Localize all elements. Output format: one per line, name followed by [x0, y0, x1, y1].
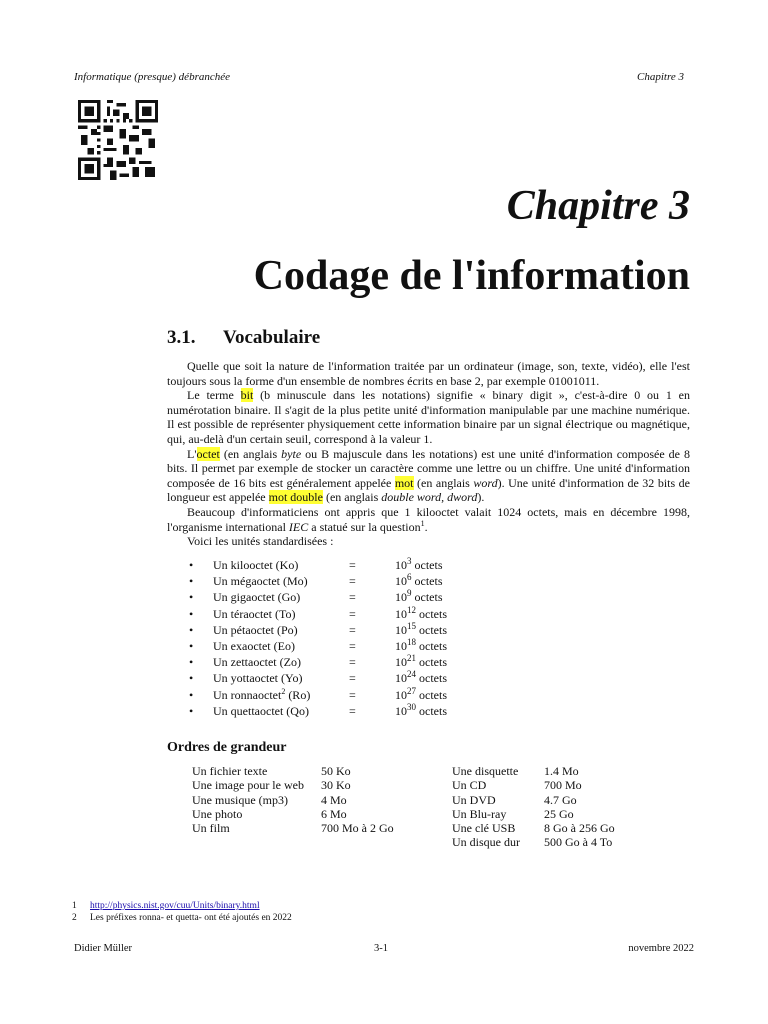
equals-sign: = [349, 655, 356, 670]
section-title: Vocabulaire [223, 327, 321, 348]
magnitude-item: Un Blu-ray [452, 806, 507, 821]
magnitude-item: Un fichier texte [192, 764, 268, 778]
power-base: 10 [395, 671, 407, 686]
power-exponent: 6 [407, 572, 412, 583]
highlight-octet: octet [196, 446, 220, 461]
term-iec: IEC [288, 519, 309, 534]
bullet-icon: • [189, 590, 194, 605]
magnitude-value: 1.4 Mo [544, 764, 579, 778]
unit-value [395, 655, 447, 670]
magnitude-item: Un DVD [452, 792, 496, 807]
bullet-icon: • [189, 574, 194, 589]
text-run: Le terme [187, 388, 241, 403]
paragraph-2 [167, 388, 690, 446]
text-run: (en anglais [322, 490, 382, 505]
power-exponent: 15 [407, 620, 416, 631]
magnitude-item: Une photo [192, 806, 243, 821]
footnote-ref[interactable]: 2 [281, 686, 286, 696]
unit-suffix: octets [411, 574, 443, 589]
paragraph-1: Quelle que soit la nature de l'information traitée par un ordinateur (image, son, texte, vidéo), elle l'est toujours sous la forme d'un ensemble de nombres écrits en base 2, par exemple 01001011. [167, 359, 690, 388]
bullet-icon: • [189, 655, 194, 670]
unit-suffix: octets [416, 622, 447, 637]
section-number: 3.1. [167, 327, 196, 348]
power-base: 10 [395, 655, 407, 670]
highlight-mot: mot [394, 475, 414, 490]
unit-suffix: octets [416, 671, 447, 686]
highlight-bit: bit [240, 388, 254, 403]
footnotes [72, 900, 292, 924]
section-heading [167, 327, 320, 349]
power-base: 10 [395, 687, 407, 702]
equals-sign: = [349, 574, 356, 589]
magnitude-value: 4.7 Go [544, 792, 577, 807]
unit-suffix: octets [411, 558, 443, 572]
equals-sign: = [349, 671, 356, 686]
footnote [72, 900, 292, 912]
unit-name-text: Un gigaoctet (Go) [213, 590, 301, 605]
magnitude-value: 50 Ko [321, 764, 351, 778]
power-base: 10 [395, 638, 407, 653]
power-exponent: 3 [407, 556, 412, 566]
unit-name [213, 607, 295, 622]
text-run: ). [477, 490, 485, 505]
text-run: a statué sur la question [308, 519, 421, 534]
body-text [167, 359, 690, 549]
unit-name-text: Un quettaoctet (Qo) [213, 703, 309, 718]
text-run: L' [187, 446, 197, 461]
magnitude-item: Une image pour le web [192, 778, 304, 793]
term-dword: double word, dword [381, 490, 478, 505]
text-run: (b minuscule dans les notations) signifie « binary digit », c'est-à-dire 0 ou 1 en numérotation binaire. Il s'agit de la plus petite unité d'information manipulable par une machine numérique. Il est possible de représenter physiquement cette information binaire par un signal électrique ou magnétique, qui, au-delà d'un certain seuil, correspond à la valeur 1. [167, 388, 690, 446]
footer-page-number: 3-1 [374, 943, 388, 954]
unit-name-text: Un mégaoctet (Mo) [213, 574, 308, 589]
unit-value [395, 685, 447, 703]
unit-name [213, 574, 308, 589]
footnote-text: Les préfixes ronna- et quetta- ont été ajoutés en 2022 [90, 913, 292, 923]
unit-suffix: octets [416, 655, 447, 670]
power-exponent: 12 [407, 604, 416, 615]
running-header-left: Informatique (presque) débranchée [74, 71, 230, 83]
unit-suffix: octets [416, 606, 447, 621]
unit-name-text: Un ronnaoctet [213, 687, 282, 702]
unit-suffix: octets [416, 638, 447, 653]
unit-name [213, 704, 309, 719]
power-exponent: 24 [407, 669, 416, 680]
equals-sign: = [349, 638, 356, 653]
unit-name-text: Un kilooctet (Ko) [213, 558, 299, 572]
equals-sign: = [349, 703, 356, 718]
magnitude-item: Une disquette [452, 764, 519, 778]
unit-name-text: Un zettaoctet (Zo) [213, 655, 301, 670]
footnote-link[interactable]: http://physics.nist.gov/cuu/Units/binary.html [90, 901, 260, 911]
magnitude-value: 8 Go à 256 Go [544, 821, 615, 836]
unit-suffix: octets [416, 703, 447, 718]
unit-value [395, 590, 443, 605]
text-run: ). Une unité d'information de 32 bits de longueur est appelée [167, 475, 690, 505]
unit-suffix: octets [416, 687, 447, 702]
footnote-number: 2 [72, 913, 77, 923]
text-run: ou B majuscule dans les notations) est une unité d'information composée de 8 bits. Il permet par exemple de stocker un caractère comme une lettre ou un chiffre. Une unité d'information composée de 16 bits est généralement appelée [167, 446, 691, 490]
magnitude-value: 6 Mo [321, 806, 347, 821]
magnitude-value: 25 Go [544, 806, 574, 821]
unit-value [395, 620, 447, 638]
unit-name [213, 688, 310, 703]
paragraph-5: Voici les unités standardisées : [187, 534, 334, 549]
power-base: 10 [395, 574, 407, 589]
unit-name-text: Un yottaoctet (Yo) [213, 671, 303, 686]
bullet-icon: • [189, 687, 194, 702]
text-run: (en anglais [413, 475, 474, 490]
magnitude-item: Un film [192, 821, 230, 836]
unit-name [213, 639, 295, 654]
bullet-icon: • [189, 703, 194, 718]
chapter-label: Chapitre 3 [506, 183, 690, 229]
magnitude-value: 4 Mo [321, 792, 347, 807]
text-run: (en anglais [219, 446, 282, 461]
unit-value [395, 604, 447, 622]
equals-sign: = [349, 558, 356, 572]
magnitude-item: Une musique (mp3) [192, 792, 288, 807]
footnote [72, 912, 292, 924]
running-header-right: Chapitre 3 [637, 71, 684, 83]
magnitude-value: 500 Go à 4 To [544, 835, 613, 850]
unit-value [395, 558, 443, 573]
equals-sign: = [349, 622, 356, 637]
bullet-icon: • [189, 638, 194, 653]
unit-value [395, 671, 447, 686]
chapter-title: Codage de l'information [253, 253, 690, 299]
bullet-icon: • [189, 622, 194, 637]
magnitude-item: Une clé USB [452, 821, 516, 836]
power-exponent: 21 [407, 653, 416, 664]
equals-sign: = [349, 606, 356, 621]
magnitude-item: Un CD [452, 778, 487, 793]
power-exponent: 27 [407, 685, 416, 696]
text-run: Beaucoup d'informaticiens ont appris que 1 kilooctet valait 1024 octets, mais en décembre 1998, l'organisme international [167, 504, 690, 534]
power-base: 10 [395, 703, 407, 718]
power-exponent: 18 [407, 636, 416, 647]
footer-author: Didier Müller [74, 943, 133, 954]
unit-value [395, 636, 447, 654]
unit-name [213, 590, 300, 605]
unit-name [213, 655, 301, 670]
term-byte: byte [281, 446, 302, 461]
qr-code-icon[interactable] [78, 100, 158, 180]
magnitudes-heading: Ordres de grandeur [167, 740, 287, 755]
power-base: 10 [395, 590, 407, 605]
bullet-icon: • [189, 671, 194, 686]
power-exponent: 9 [407, 588, 412, 599]
unit-name-text: Un téraoctet (To) [213, 606, 296, 621]
unit-suffix: octets [411, 590, 443, 605]
power-base: 10 [395, 622, 407, 637]
bullet-icon: • [189, 606, 194, 621]
power-exponent: 30 [407, 701, 416, 712]
magnitude-value: 700 Mo à 2 Go [321, 821, 394, 836]
equals-sign: = [349, 687, 356, 702]
unit-value [395, 701, 447, 719]
magnitude-value: 700 Mo [544, 778, 582, 793]
unit-name-text: Un pétaoctet (Po) [213, 622, 298, 637]
power-base: 10 [395, 606, 407, 621]
unit-name [213, 558, 298, 573]
magnitude-item: Un disque dur [452, 835, 520, 850]
paragraph-4 [167, 505, 690, 534]
highlight-mot-double: mot double [268, 490, 323, 505]
term-word: word [473, 475, 498, 490]
unit-name-text: Un exaoctet (Eo) [213, 638, 295, 653]
unit-name-text: (Ro) [285, 687, 311, 702]
equals-sign: = [349, 590, 356, 605]
paragraph-3 [167, 447, 690, 505]
text-run: . [424, 519, 428, 534]
power-base: 10 [395, 558, 407, 572]
footnote-number: 1 [72, 901, 77, 911]
footnote-ref[interactable]: 1 [420, 518, 425, 528]
footer-date: novembre 2022 [628, 943, 694, 954]
unit-value [395, 574, 443, 589]
unit-name [213, 623, 298, 638]
unit-name [213, 671, 302, 686]
magnitude-value: 30 Ko [321, 778, 351, 793]
bullet-icon: • [189, 558, 194, 572]
